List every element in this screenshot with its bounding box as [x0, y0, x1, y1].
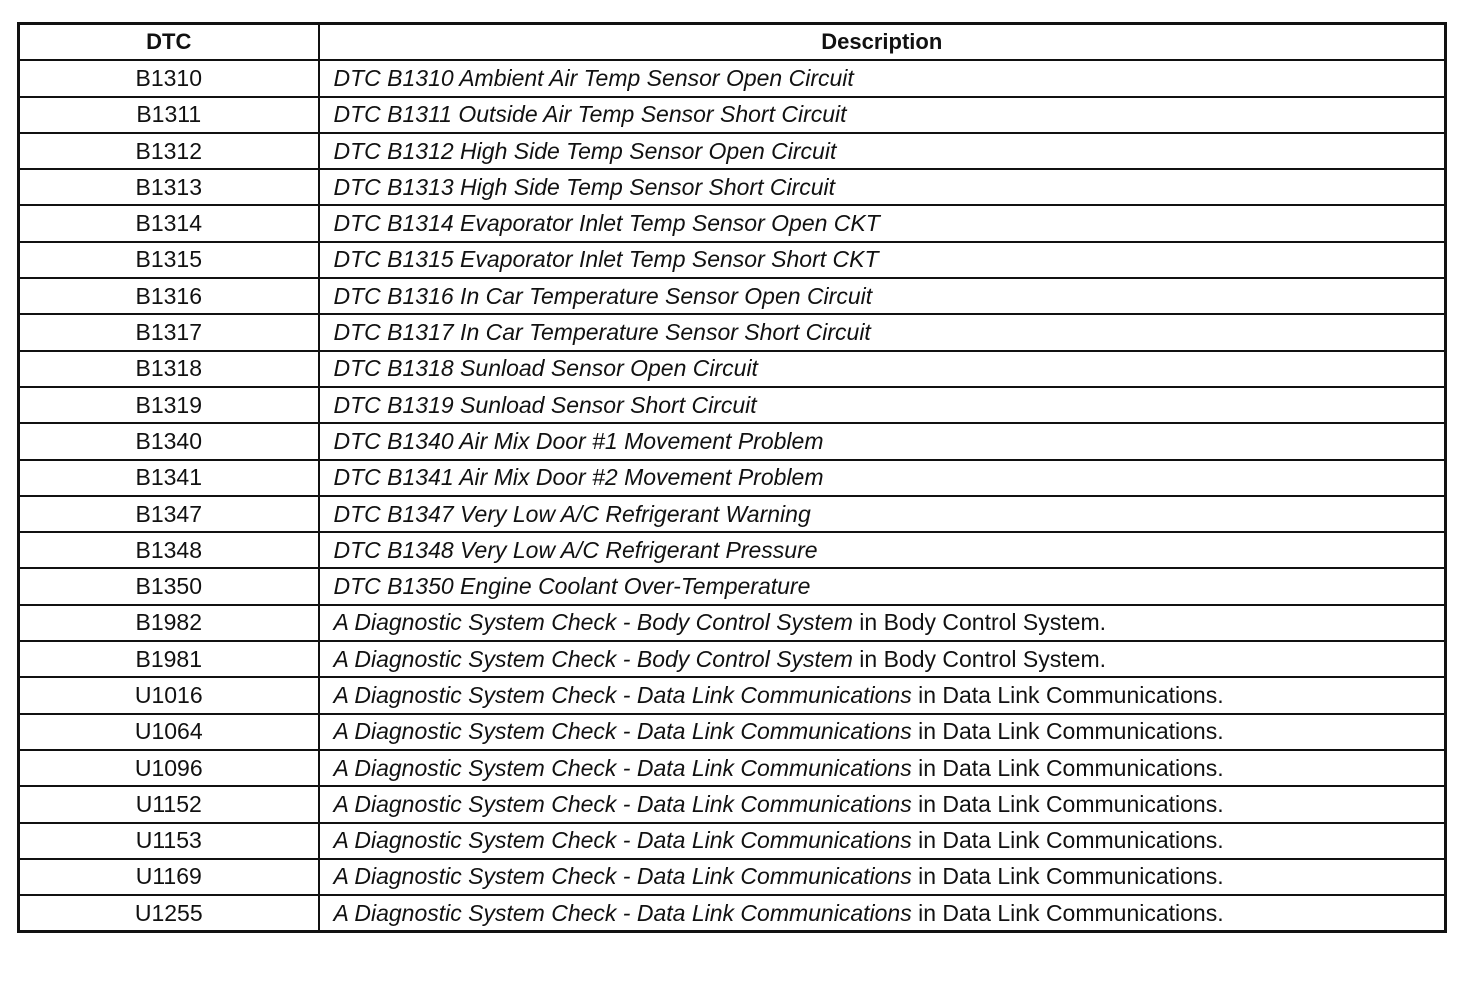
- description-cell: [319, 387, 1446, 423]
- table-row: [19, 677, 1446, 713]
- description-link-text: DTC B1310 Ambient Air Temp Sensor Open Circuit: [333, 64, 854, 91]
- description-cell: [319, 60, 1446, 96]
- description-context-text: in Data Link Communications.: [911, 863, 1224, 890]
- description-cell: [319, 895, 1446, 932]
- header-description: Description: [319, 24, 1446, 61]
- description-link-text: DTC B1340 Air Mix Door #1 Movement Problem: [333, 427, 824, 454]
- table-row: [19, 641, 1446, 677]
- description-cell: [319, 278, 1446, 314]
- table-row: [19, 859, 1446, 895]
- description-link-text: DTC B1314 Evaporator Inlet Temp Sensor Open CKT: [333, 210, 880, 237]
- dtc-code-cell: U1096: [19, 750, 319, 786]
- description-link-text: A Diagnostic System Check - Data Link Communications: [333, 681, 912, 708]
- dtc-code-cell: B1311: [19, 97, 319, 133]
- description-cell: [319, 641, 1446, 677]
- dtc-code-cell: B1318: [19, 351, 319, 387]
- dtc-code-cell: B1341: [19, 460, 319, 496]
- description-link-text: DTC B1350 Engine Coolant Over-Temperature: [333, 573, 811, 600]
- table-row: [19, 169, 1446, 205]
- description-context-text: in Body Control System.: [852, 645, 1106, 672]
- description-link-text: DTC B1312 High Side Temp Sensor Open Circuit: [333, 137, 837, 164]
- table-row: [19, 750, 1446, 786]
- description-link-text: DTC B1315 Evaporator Inlet Temp Sensor Short CKT: [333, 246, 879, 273]
- description-cell: [319, 605, 1446, 641]
- table-row: [19, 351, 1446, 387]
- description-cell: [319, 460, 1446, 496]
- table-row: [19, 568, 1446, 604]
- description-cell: [319, 786, 1446, 822]
- description-link-text: DTC B1347 Very Low A/C Refrigerant Warning: [333, 500, 811, 527]
- description-link-text: DTC B1348 Very Low A/C Refrigerant Pressure: [333, 536, 818, 563]
- description-link-text: DTC B1316 In Car Temperature Sensor Open Circuit: [333, 282, 873, 309]
- dtc-code-cell: B1340: [19, 423, 319, 459]
- description-link-text: DTC B1313 High Side Temp Sensor Short Circuit: [333, 173, 836, 200]
- table-row: [19, 895, 1446, 932]
- table-row: [19, 460, 1446, 496]
- table-row: [19, 60, 1446, 96]
- table-row: [19, 97, 1446, 133]
- description-cell: [319, 823, 1446, 859]
- table-header-row: [19, 24, 1446, 61]
- description-context-text: in Data Link Communications.: [911, 790, 1224, 817]
- description-cell: [319, 242, 1446, 278]
- dtc-code-cell: B1348: [19, 532, 319, 568]
- dtc-code-cell: B1314: [19, 205, 319, 241]
- dtc-code-cell: U1169: [19, 859, 319, 895]
- description-link-text: A Diagnostic System Check - Body Control System: [333, 609, 853, 636]
- description-link-text: A Diagnostic System Check - Body Control System: [333, 645, 853, 672]
- table-row: [19, 387, 1446, 423]
- description-context-text: in Body Control System.: [852, 609, 1106, 636]
- description-link-text: A Diagnostic System Check - Data Link Communications: [333, 863, 912, 890]
- description-cell: [319, 496, 1446, 532]
- description-cell: [319, 532, 1446, 568]
- description-link-text: A Diagnostic System Check - Data Link Communications: [333, 790, 912, 817]
- dtc-code-cell: B1310: [19, 60, 319, 96]
- description-cell: [319, 169, 1446, 205]
- table-row: [19, 605, 1446, 641]
- dtc-code-cell: U1153: [19, 823, 319, 859]
- table-row: [19, 278, 1446, 314]
- description-link-text: A Diagnostic System Check - Data Link Communications: [333, 754, 912, 781]
- description-context-text: in Data Link Communications.: [911, 681, 1224, 708]
- description-cell: [319, 205, 1446, 241]
- description-cell: [319, 677, 1446, 713]
- description-link-text: DTC B1318 Sunload Sensor Open Circuit: [333, 355, 758, 382]
- dtc-code-cell: B1981: [19, 641, 319, 677]
- dtc-table: [17, 22, 1447, 933]
- dtc-code-cell: B1317: [19, 314, 319, 350]
- table-row: [19, 496, 1446, 532]
- table-body: [19, 60, 1446, 932]
- dtc-code-cell: B1319: [19, 387, 319, 423]
- dtc-code-cell: U1064: [19, 714, 319, 750]
- header-dtc: DTC: [19, 24, 319, 61]
- table-row: [19, 823, 1446, 859]
- dtc-code-cell: B1315: [19, 242, 319, 278]
- dtc-code-cell: B1316: [19, 278, 319, 314]
- description-link-text: DTC B1319 Sunload Sensor Short Circuit: [333, 391, 757, 418]
- description-context-text: in Data Link Communications.: [911, 718, 1224, 745]
- description-cell: [319, 133, 1446, 169]
- dtc-code-cell: U1255: [19, 895, 319, 932]
- dtc-code-cell: B1350: [19, 568, 319, 604]
- table-row: [19, 133, 1446, 169]
- description-context-text: in Data Link Communications.: [911, 899, 1224, 926]
- table-row: [19, 423, 1446, 459]
- description-link-text: DTC B1311 Outside Air Temp Sensor Short Circuit: [333, 101, 847, 128]
- table-header: [19, 24, 1446, 61]
- description-cell: [319, 97, 1446, 133]
- table-row: [19, 714, 1446, 750]
- description-link-text: DTC B1317 In Car Temperature Sensor Short Circuit: [333, 319, 871, 346]
- description-link-text: A Diagnostic System Check - Data Link Communications: [333, 827, 912, 854]
- dtc-code-cell: U1152: [19, 786, 319, 822]
- description-link-text: A Diagnostic System Check - Data Link Communications: [333, 899, 912, 926]
- description-context-text: in Data Link Communications.: [911, 827, 1224, 854]
- description-link-text: A Diagnostic System Check - Data Link Communications: [333, 718, 912, 745]
- table-row: [19, 242, 1446, 278]
- dtc-code-cell: B1312: [19, 133, 319, 169]
- dtc-code-cell: B1347: [19, 496, 319, 532]
- description-cell: [319, 568, 1446, 604]
- description-cell: [319, 859, 1446, 895]
- dtc-code-cell: B1313: [19, 169, 319, 205]
- dtc-code-cell: U1016: [19, 677, 319, 713]
- description-context-text: in Data Link Communications.: [911, 754, 1224, 781]
- dtc-code-cell: B1982: [19, 605, 319, 641]
- table-row: [19, 314, 1446, 350]
- description-cell: [319, 750, 1446, 786]
- description-link-text: DTC B1341 Air Mix Door #2 Movement Problem: [333, 464, 824, 491]
- description-cell: [319, 314, 1446, 350]
- description-cell: [319, 714, 1446, 750]
- table-row: [19, 532, 1446, 568]
- description-cell: [319, 423, 1446, 459]
- description-cell: [319, 351, 1446, 387]
- table-row: [19, 786, 1446, 822]
- table-row: [19, 205, 1446, 241]
